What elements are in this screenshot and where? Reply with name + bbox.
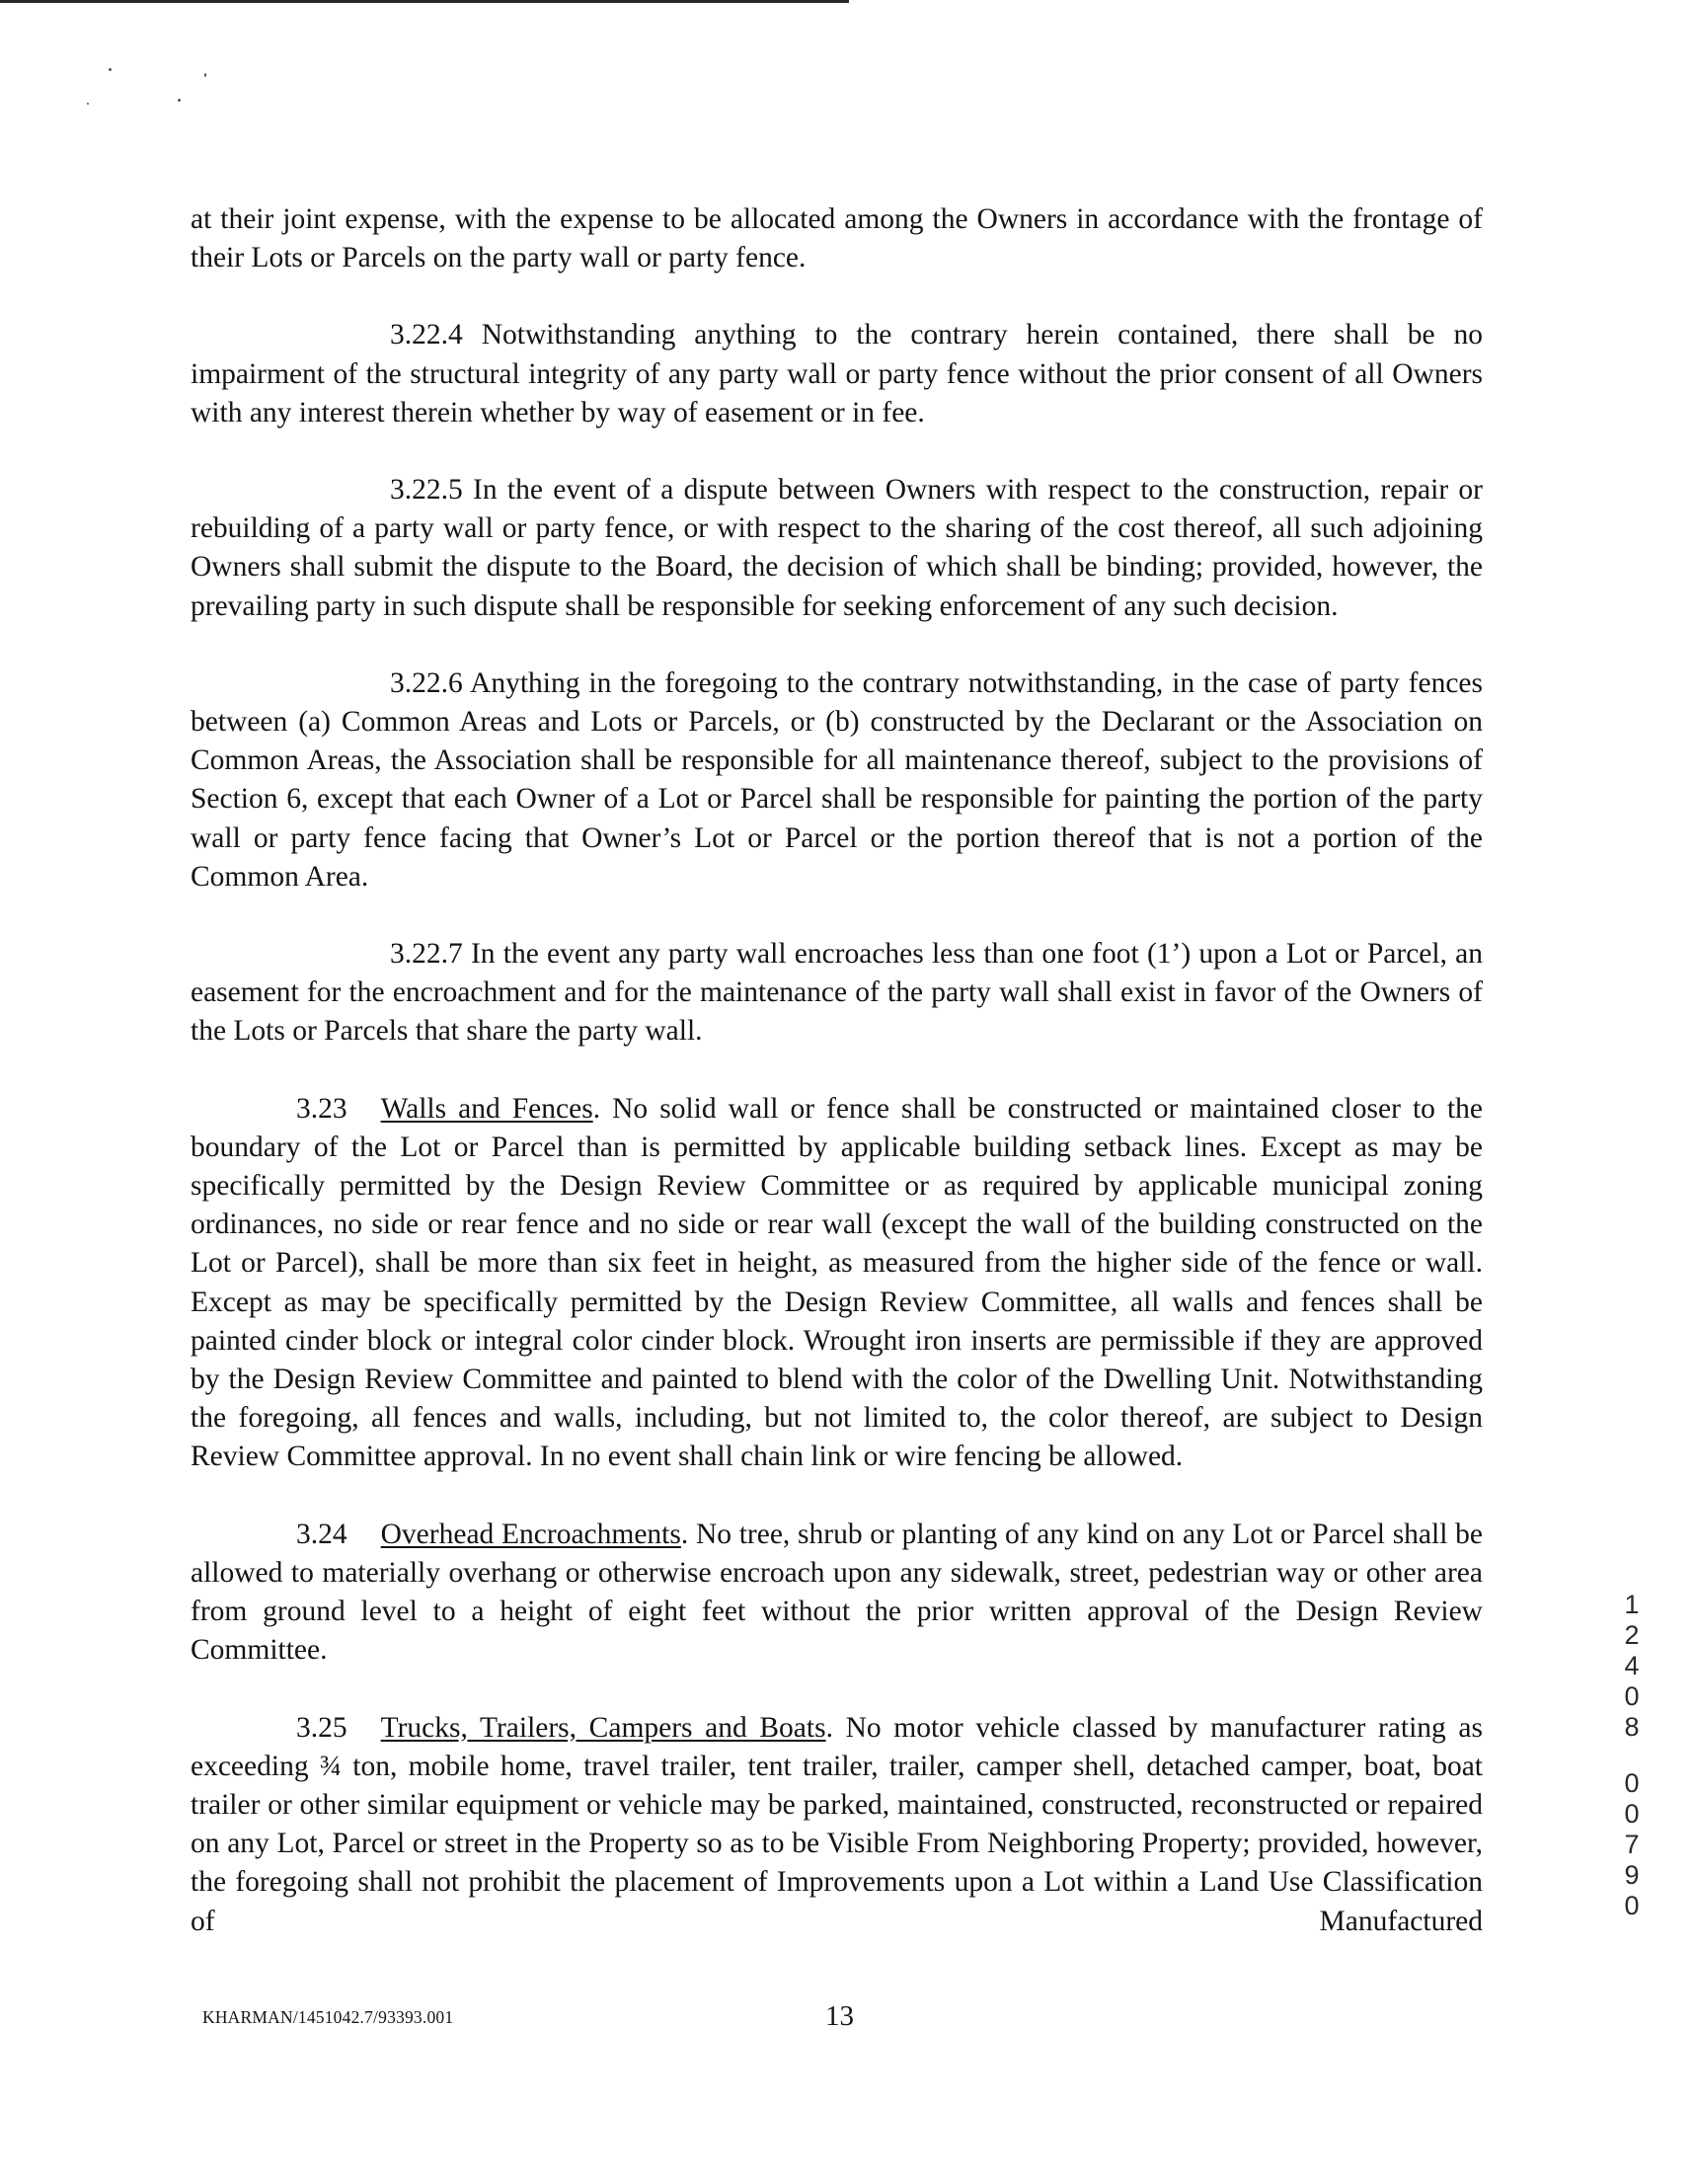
paragraph-text: Anything in the foregoing to the contrary notwithstanding, in the case of party fences between (a) Common Areas and Lots or Parcels, or (b) constructed by the Declarant or the Association on Common Areas, the Association shall be responsible for all maintenance thereof, subject to the provisions of Section 6, except that each Owner of a Lot or Parcel shall be responsible for painting the portion of the party wall or party fence facing that Owner’s Lot or Parcel or the portion thereof that is not a portion of the Common Area. bbox=[191, 666, 1484, 893]
paragraph-3-25 bbox=[191, 1709, 1483, 1941]
bates-digit: 2 bbox=[1624, 1620, 1640, 1650]
document-body bbox=[191, 200, 1483, 1941]
paragraph-3-22-4 bbox=[191, 316, 1483, 432]
bates-digit: 7 bbox=[1624, 1830, 1640, 1859]
section-number: 3.23 bbox=[296, 1092, 347, 1125]
paragraph-text: In the event of a dispute between Owners with respect to the construction, repair or rebuilding of a party wall or party fence, or with respect to the sharing of the cost thereof, all such adjoining Owners shall submit the dispute to the Board, the decision of which shall be binding; provided, however, the prevailing party in such dispute shall be responsible for seeking enforcement of any such decision. bbox=[191, 474, 1484, 622]
paragraph-text: . No tree, shrub or planting of any kind on any Lot or Parcel shall be allowed to materially overhang or otherwise encroach upon any sidewalk, street, pedestrian way or other area from ground level to a height of eight feet without the prior written approval of the Design Review Committee. bbox=[191, 1518, 1483, 1667]
section-heading: Walls and Fences bbox=[380, 1092, 593, 1125]
section-number: 3.25 bbox=[296, 1711, 347, 1744]
footer-document-id: KHARMAN/1451042.7/93393.001 bbox=[202, 2007, 454, 2027]
section-number: 3.24 bbox=[296, 1518, 347, 1550]
paragraph-text: Notwithstanding anything to the contrary herein contained, there shall be no impairment of the structural integrity of any party wall or party fence without the prior consent of all Owners with any interest therein whether by way of easement or in fee. bbox=[191, 319, 1483, 429]
section-number: 3.22.7 bbox=[390, 938, 463, 971]
paragraph-3-23 bbox=[191, 1090, 1483, 1477]
paragraph-3-22-7 bbox=[191, 935, 1483, 1052]
scan-top-rule bbox=[0, 0, 849, 3]
bates-digit: 8 bbox=[1624, 1712, 1640, 1742]
paragraph-3-22-6 bbox=[191, 664, 1483, 897]
section-heading: Trucks, Trailers, Campers and Boats bbox=[380, 1711, 826, 1744]
bates-digit: 4 bbox=[1624, 1651, 1640, 1680]
paragraph-continuation bbox=[191, 200, 1483, 277]
bates-digit: 0 bbox=[1624, 1799, 1640, 1829]
bates-digit: 0 bbox=[1624, 1768, 1640, 1798]
page-number: 13 bbox=[825, 2000, 854, 2032]
section-number: 3.22.6 bbox=[390, 666, 463, 699]
bates-digit: 0 bbox=[1624, 1681, 1640, 1711]
section-number: 3.22.5 bbox=[390, 474, 463, 507]
paragraph-text: . No motor vehicle classed by manufacturer rating as exceeding ¾ ton, mobile home, travel trailer, tent trailer, trailer, camper shell, detached camper, boat, boat trailer or other similar equipment or vehicle may be parked, maintained, constructed, reconstructed or repaired on any Lot, Parcel or street in the Property so as to be Visible From Neighboring Property; provided, however, the foregoing shall not prohibit the placement of Improvements upon a Lot within a Land Use Classification of Manufactured bbox=[191, 1711, 1483, 1937]
paragraph-text: . No solid wall or fence shall be constructed or maintained closer to the boundary of the Lot or Parcel than is permitted by applicable building setback lines. Except as may be specifically permitted by the Design Review Committee or as required by applicable municipal zoning ordinances, no side or rear fence and no side or rear wall (except the wall of the building constructed on the Lot or Parcel), shall be more than six feet in height, as measured from the higher side of the fence or wall. Except as may be specifically permitted by the Design Review Committee, all walls and fences shall be painted cinder block or integral color cinder block. Wrought iron inserts are permissible if they are approved by the Design Review Committee and painted to blend with the color of the Dwelling Unit. Notwithstanding the foregoing, all fences and walls, including, but not limited to, the color thereof, are subject to Design Review Committee approval. In no event shall chain link or wire fencing be allowed. bbox=[191, 1092, 1483, 1473]
bates-digit: 1 bbox=[1624, 1590, 1640, 1619]
paragraph-3-22-5 bbox=[191, 471, 1483, 626]
section-number: 3.22.4 bbox=[390, 319, 463, 351]
paragraph-3-24 bbox=[191, 1516, 1483, 1671]
section-heading: Overhead Encroachments bbox=[380, 1518, 681, 1550]
bates-stamp bbox=[1615, 1590, 1649, 1921]
paragraph-text: In the event any party wall encroaches less than one foot (1’) upon a Lot or Parcel, an easement for the encroachment and for the maintenance of the party wall shall exist in favor of the Owners of the Lots or Parcels that share the party wall. bbox=[191, 938, 1484, 1048]
bates-digit: 0 bbox=[1624, 1891, 1640, 1920]
paragraph-text: at their joint expense, with the expense to be allocated among the Owners in accordance with the frontage of their Lots or Parcels on the party wall or party fence. bbox=[191, 203, 1483, 274]
bates-digit: 9 bbox=[1624, 1860, 1640, 1890]
